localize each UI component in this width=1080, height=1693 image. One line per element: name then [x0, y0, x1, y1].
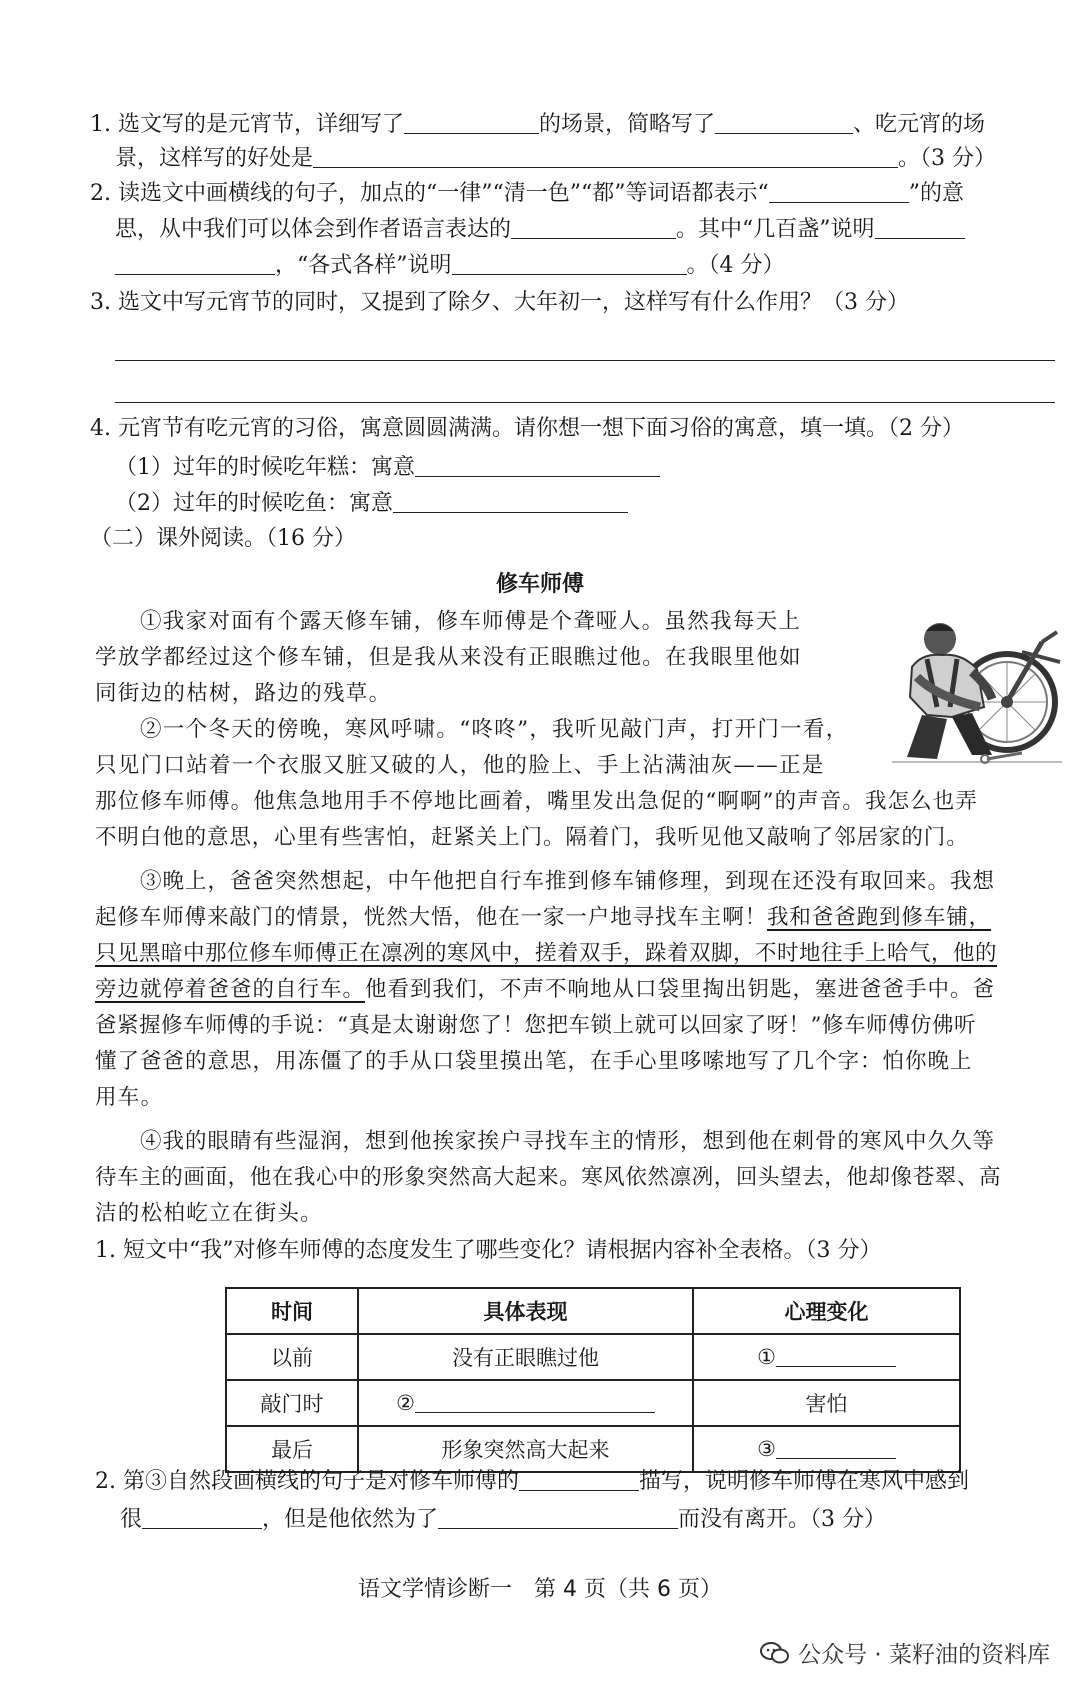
- q3-answer-line-2[interactable]: [115, 402, 1055, 403]
- table-cell-time: 以前: [226, 1334, 358, 1380]
- table-row: [226, 1426, 960, 1472]
- q1-text-d: 景，这样写的好处是: [115, 146, 314, 171]
- p3-line-2: [95, 900, 991, 931]
- p2-line-1: ②一个冬天的傍晚，寒风呼啸。“咚咚”，我听见敲门声，打开门一看，: [140, 717, 849, 742]
- q2-blank-5[interactable]: [452, 254, 687, 275]
- table-blank-3[interactable]: [776, 1438, 896, 1459]
- q2-blank-4[interactable]: [115, 254, 275, 275]
- q1-text-c: 、吃元宵的场: [853, 112, 986, 137]
- p3-underlined-end: 旁边就停着爸爸的自行车。: [95, 977, 366, 1002]
- s2-q2-line2: [120, 1508, 886, 1531]
- table-row: [226, 1380, 960, 1426]
- q1-line1: [90, 113, 985, 136]
- q4-sub2: [115, 492, 628, 515]
- blank-marker-2: ②: [396, 1391, 415, 1415]
- watermark: [760, 1636, 1050, 1669]
- q2-text-b: ”的意: [908, 181, 964, 206]
- p3-line-5: 爸紧握修车师傅的手说：“真是太谢谢您了！您把车锁上就可以回家了呀！”修车师傅仿佛听: [95, 1013, 976, 1038]
- q4-sub1-text: （1）过年的时候吃年糕：寓意: [115, 455, 415, 480]
- q1-blank-2[interactable]: [715, 113, 853, 134]
- p3-line-2-plain: 起修车师傅来敲门的情景，恍然大悟，他在一家一户地寻找车主啊！: [95, 905, 768, 930]
- p2-line-2: 只见门口站着一个衣服又脏又破的人，他的脸上、手上沾满油灰——正是: [95, 753, 825, 778]
- q1-text-b: 的场景，简略写了: [538, 112, 715, 137]
- p3-line-4-plain: 他看到我们，不声不响地从口袋里掏出钥匙，塞进爸爸手中。爸: [365, 977, 996, 1002]
- q2-blank-3[interactable]: [875, 218, 965, 239]
- table-cell-mind: [693, 1426, 960, 1472]
- table-cell-mind: [693, 1334, 960, 1380]
- q4-line: [90, 418, 964, 440]
- wechat-icon: [760, 1641, 790, 1665]
- q3-line: [90, 292, 909, 314]
- q4-blank-1[interactable]: [415, 456, 660, 477]
- bike-repair-illustration: [892, 607, 1062, 769]
- table-blank-2[interactable]: [415, 1392, 655, 1413]
- q2-line2: [115, 218, 965, 241]
- q4-text: 4. 元宵节有吃元宵的习俗，寓意圆圆满满。请你想一想下面习俗的寓意，填一填。（2 分）: [90, 416, 964, 441]
- s2-q2-text-b: 描写，说明修车师傅在寒风中感到: [639, 1469, 970, 1494]
- p1-line-1: ①我家对面有个露天修车铺，修车师傅是个聋哑人。虽然我每天上: [140, 609, 802, 634]
- p2-line-3: 那位修车师傅。他焦急地用手不停地比画着，嘴里发出急促的“啊啊”的声音。我怎么也弄: [95, 789, 978, 814]
- table-cell-behavior: 形象突然高大起来: [358, 1426, 693, 1472]
- q2-line1: [90, 182, 964, 205]
- p3-underlined-line-3: 只见黑暗中那位修车师傅正在凛冽的寒风中，搓着双手，跺着双脚，不时地往手上哈气，他的: [95, 941, 998, 966]
- q2-text-a: 2. 读选文中画横线的句子，加点的“一律”“清一色”“都”等词语都表示“: [90, 181, 769, 206]
- p3-line-6: 懂了爸爸的意思，用冻僵了的手从口袋里摸出笔，在手心里哆嗦地写了几个字：怕你晚上: [95, 1049, 973, 1074]
- page-footer: 语文学情诊断一 第 4 页（共 6 页）: [358, 1577, 722, 1602]
- attitude-table: [225, 1287, 961, 1473]
- p2-line-4: 不明白他的意思，心里有些害怕，赶紧关上门。隔着门，我听见他又敲响了邻居家的门。: [95, 825, 969, 850]
- article-title: 修车师傅: [495, 572, 584, 597]
- table-header-time: 时间: [226, 1288, 358, 1334]
- q2-score: 。（4 分）: [686, 253, 785, 278]
- s2-q2-text-e: 而没有离开。（3 分）: [678, 1507, 887, 1532]
- p1-line-3: 同街边的枯树，路边的残草。: [95, 681, 392, 706]
- table-header-row: [226, 1288, 960, 1334]
- q4-sub2-text: （2）过年的时候吃鱼：寓意: [115, 491, 393, 516]
- watermark-text: 公众号 · 菜籽油的资料库: [798, 1642, 1050, 1668]
- q4-sub1: [115, 456, 660, 479]
- q4-blank-2[interactable]: [393, 492, 628, 513]
- q1-line2: [115, 147, 996, 170]
- q3-text: 3. 选文中写元宵节的同时，又提到了除夕、大年初一，这样写有什么作用？（3 分）: [90, 290, 909, 315]
- q1-blank-1[interactable]: [404, 113, 539, 134]
- table-blank-1[interactable]: [776, 1346, 896, 1367]
- s2-q2-text-c: 很: [120, 1507, 143, 1532]
- p3-underlined-start: 我和爸爸跑到修车铺，: [767, 905, 992, 930]
- table-cell-behavior: 没有正眼瞧过他: [358, 1334, 693, 1380]
- q1-text-a: 1. 选文写的是元宵节，详细写了: [90, 112, 404, 137]
- q2-blank-1[interactable]: [769, 182, 909, 203]
- s2-q2-text-a: 2. 第③自然段画横线的句子是对修车师傅的: [95, 1469, 519, 1494]
- q2-text-e: ，“各式各样”说明: [275, 253, 452, 278]
- table-row: [226, 1334, 960, 1380]
- p4-line-3: 洁的松柏屹立在街头。: [95, 1201, 324, 1226]
- s2-q2-blank-1[interactable]: [519, 1470, 639, 1491]
- table-header-behavior: 具体表现: [358, 1288, 693, 1334]
- p3-line-7: 用车。: [95, 1085, 164, 1110]
- table-cell-time: 敲门时: [226, 1380, 358, 1426]
- table-cell-behavior: [358, 1380, 693, 1426]
- q2-text-d: 。其中“几百盏”说明: [676, 217, 875, 242]
- table-cell-time: 最后: [226, 1426, 358, 1472]
- s2-q2-blank-2[interactable]: [142, 1508, 262, 1529]
- p3-line-1: ③晚上，爸爸突然想起，中午他把自行车推到修车铺修理，到现在还没有取回来。我想: [140, 869, 996, 894]
- table-cell-mind: 害怕: [693, 1380, 960, 1426]
- s2-q2-text-d: ，但是他依然为了: [262, 1507, 439, 1532]
- q2-line3: [115, 254, 785, 277]
- s2-q2-line1: [95, 1470, 969, 1493]
- q1-blank-3[interactable]: [313, 147, 898, 168]
- p4-line-2: 待车主的画面，他在我心中的形象突然高大起来。寒风依然凛冽，回头望去，他却像苍翠、高: [95, 1165, 1002, 1190]
- s2-q2-blank-3[interactable]: [438, 1508, 678, 1529]
- blank-marker-3: ③: [757, 1437, 776, 1461]
- section2-heading: （二）课外阅读。（16 分）: [90, 526, 356, 551]
- q3-answer-line-1[interactable]: [115, 360, 1055, 361]
- p4-line-1: ④我的眼睛有些湿润，想到他挨家挨户寻找车主的情形，想到他在刺骨的寒风中久久等: [140, 1129, 996, 1154]
- table-header-mind: 心理变化: [693, 1288, 960, 1334]
- p3-line-4: [95, 972, 995, 1003]
- q2-blank-2[interactable]: [511, 218, 676, 239]
- q2-text-c: 思，从中我们可以体会到作者语言表达的: [115, 217, 512, 242]
- blank-marker-1: ①: [757, 1345, 776, 1369]
- s2-q1-text: 1. 短文中“我”对修车师傅的态度发生了哪些变化？请根据内容补全表格。（3 分）: [95, 1238, 882, 1263]
- q1-score: 。（3 分）: [898, 146, 997, 171]
- p1-line-2: 学放学都经过这个修车铺，但是我从来没有正眼瞧过他。在我眼里他如: [95, 645, 802, 670]
